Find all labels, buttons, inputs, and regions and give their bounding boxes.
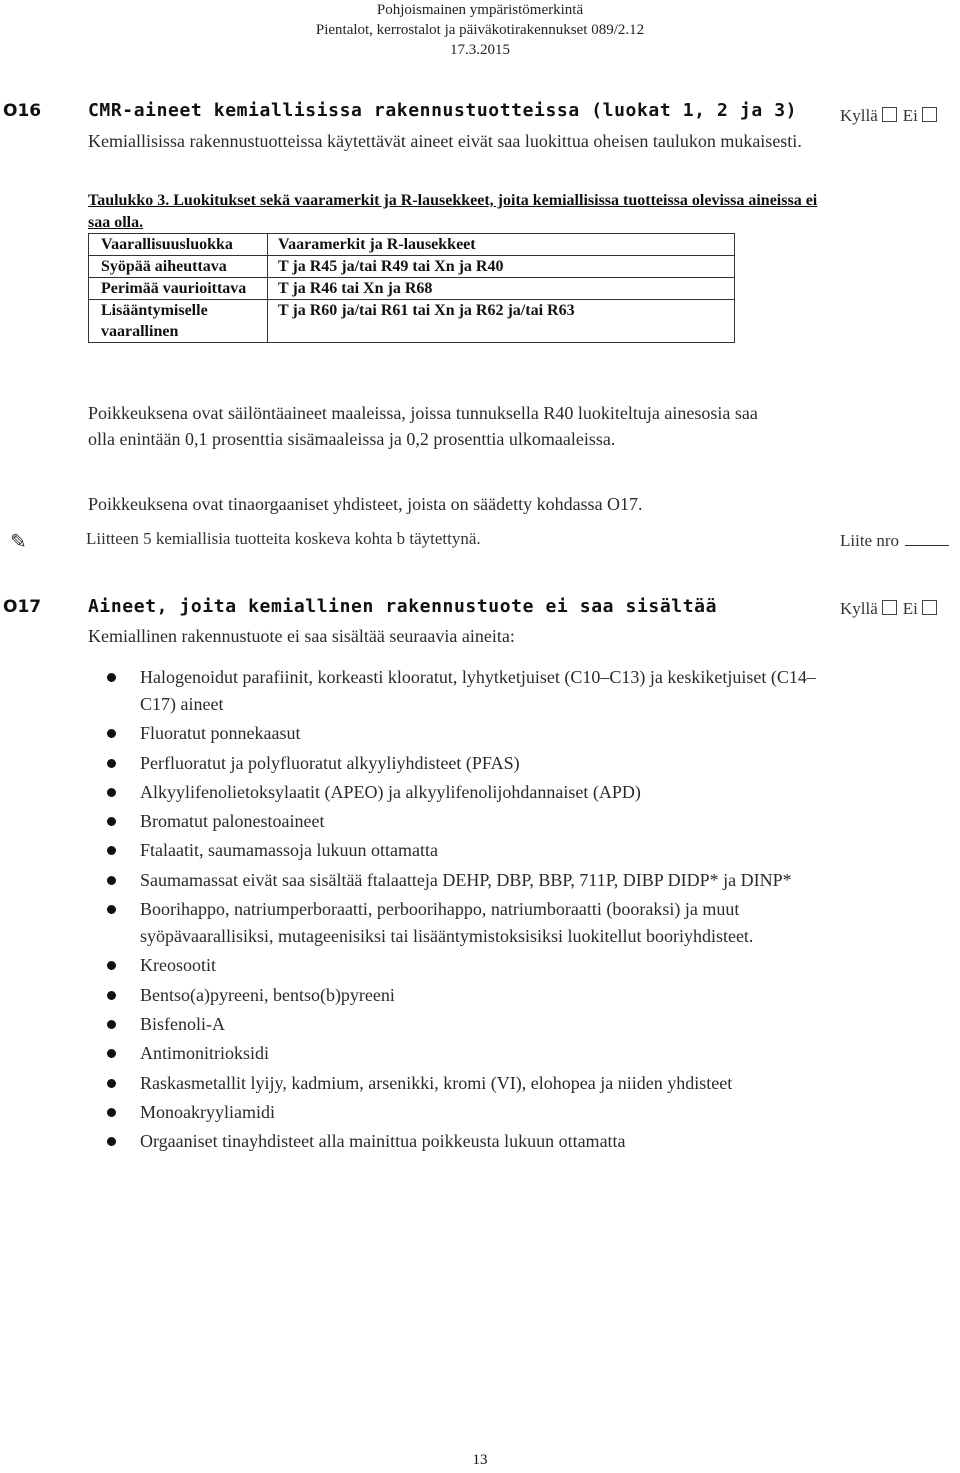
- table-caption: Taulukko 3. Luokitukset sekä vaaramerkit ja R-lausekkeet, joita kemiallisissa tuotteissa olevissa aineissa ei saa olla.: [88, 192, 818, 231]
- o16-yes-label: Kyllä: [840, 106, 878, 125]
- o16-no-label: Ei: [902, 106, 918, 125]
- o16-answer: [840, 106, 943, 126]
- attachment-row: [10, 529, 960, 555]
- attachment-number-label: Liite nro: [840, 531, 900, 550]
- attachment-number-field[interactable]: [905, 529, 949, 546]
- list-item: Ftalaatit, saumamassoja lukuun ottamatta: [100, 837, 820, 864]
- table-header-cell: Vaarallisuusluokka: [89, 234, 268, 256]
- o17-yes-label: Kyllä: [840, 599, 878, 618]
- list-item: Alkyylifenolietoksylaatit (APEO) ja alkyylifenolijohdannaiset (APD): [100, 779, 820, 806]
- table-cell: T ja R46 tai Xn ja R68: [268, 278, 735, 300]
- o17-no-label: Ei: [902, 599, 918, 618]
- table-cell: Perimää vaurioittava: [89, 278, 268, 300]
- table-row: [89, 300, 735, 343]
- o17-no-checkbox[interactable]: [922, 600, 937, 615]
- list-item: Antimonitrioksidi: [100, 1040, 820, 1067]
- table-cell: Syöpää aiheuttava: [89, 256, 268, 278]
- o16-code: O16: [3, 101, 42, 121]
- o17-intro: Kemiallinen rakennustuote ei saa sisältää seuraavia aineita:: [88, 626, 515, 646]
- table-cell: Lisääntymiselle vaarallinen: [89, 300, 268, 343]
- list-item: Kreosootit: [100, 952, 820, 979]
- o16-title: CMR-aineet kemiallisissa rakennustuotteissa (luokat 1, 2 ja 3): [88, 100, 798, 121]
- list-item: Monoakryyliamidi: [100, 1099, 820, 1126]
- banned-substances-list: [100, 664, 820, 1157]
- list-item: Bromatut palonestoaineet: [100, 808, 820, 835]
- o16-yes-checkbox[interactable]: [882, 107, 897, 122]
- page-number: 13: [472, 1452, 488, 1468]
- o16-no-checkbox[interactable]: [922, 107, 937, 122]
- list-item: Raskasmetallit lyijy, kadmium, arsenikki, kromi (VI), elohopea ja niiden yhdisteet: [100, 1070, 820, 1097]
- o17-answer: [840, 599, 943, 619]
- o16-exception-organotin: Poikkeuksena ovat tinaorgaaniset yhdisteet, joista on säädetty kohdassa O17.: [88, 494, 643, 514]
- o17-title: Aineet, joita kemiallinen rakennustuote ei saa sisältää: [88, 596, 718, 617]
- table-row: [89, 256, 735, 278]
- list-item: Bentso(a)pyreeni, bentso(b)pyreeni: [100, 982, 820, 1009]
- header-program: Pohjoismainen ympäristömerkintä: [376, 2, 584, 18]
- o17-code: O17: [3, 597, 42, 617]
- o16-exception-preservatives: Poikkeuksena ovat säilöntäaineet maaleissa, joissa tunnuksella R40 luokiteltuja ainesosia saa olla enintään 0,1 prosenttia sisämaaleissa ja 0,2 prosenttia ulkomaaleissa.: [88, 403, 758, 449]
- list-item: Fluoratut ponnekaasut: [100, 720, 820, 747]
- list-item: Bisfenoli-A: [100, 1011, 820, 1038]
- o16-intro: Kemiallisissa rakennustuotteissa käytettävät aineet eivät saa luokittua oheisen taulukon mukaisesti.: [88, 131, 802, 151]
- attachment-number: [840, 529, 949, 551]
- list-item: Boorihappo, natriumperboraatti, perboorihappo, natriumboraatti (booraksi) ja muut syöpävaarallisiksi, mutageenisiksi tai lisääntymistoksisiksi luokitellut booriyhdisteet.: [100, 896, 820, 950]
- list-item: Orgaaniset tinayhdisteet alla mainittua poikkeusta lukuun ottamatta: [100, 1128, 820, 1155]
- list-item: Halogenoidut parafiinit, korkeasti klooratut, lyhytketjuiset (C10–C13) ja keskiketjuiset (C14–C17) aineet: [100, 664, 820, 718]
- table-row: [89, 278, 735, 300]
- page-header: [0, 0, 960, 60]
- pen-icon: ✎: [10, 531, 27, 553]
- attachment-text: Liitteen 5 kemiallisia tuotteita koskeva kohta b täytettynä.: [86, 529, 481, 548]
- classification-table: [88, 233, 735, 343]
- table-cell: T ja R60 ja/tai R61 tai Xn ja R62 ja/tai R63: [268, 300, 735, 343]
- table-cell: T ja R45 ja/tai R49 tai Xn ja R40: [268, 256, 735, 278]
- list-item: Saumamassat eivät saa sisältää ftalaatteja DEHP, DBP, BBP, 711P, DIBP DIDP* ja DINP*: [100, 867, 820, 894]
- table-header-row: [89, 234, 735, 256]
- o17-yes-checkbox[interactable]: [882, 600, 897, 615]
- header-date: 17.3.2015: [450, 42, 510, 58]
- header-document: Pientalot, kerrostalot ja päiväkotirakennukset 089/2.12: [315, 22, 645, 38]
- table-header-cell: Vaaramerkit ja R-lausekkeet: [268, 234, 735, 256]
- list-item: Perfluoratut ja polyfluoratut alkyyliyhdisteet (PFAS): [100, 750, 820, 777]
